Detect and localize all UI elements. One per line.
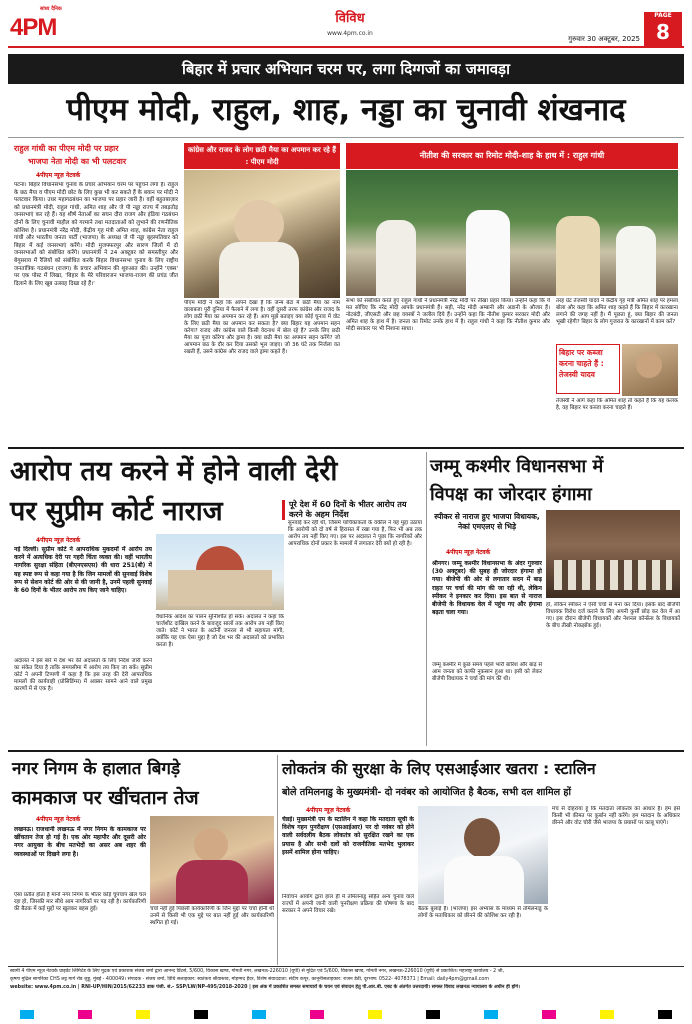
stalin-subhead: बोले तमिलनाडु के मुख्यमंत्री- दो नवंबर को आयोजित है बैठक, सभी दल शामिल हों: [282, 787, 572, 798]
sc-side-head: पूरे देश में 60 दिनों के भीतर आरोप तय करने के अहम निर्देश: [282, 500, 422, 520]
lead-kicker: बिहार में प्रचार अभियान चरम पर, लगा दिग्गजों का जमावड़ा: [8, 54, 684, 84]
sc-headline2: पर सुप्रीम कोर्ट नाराज: [10, 496, 223, 527]
photo1-caption: कांग्रेस और राजद के लोग छठी मैया का अपमान कर रहे हैं : पीएम मोदी: [184, 143, 340, 169]
lmc-headline1: नगर निगम के हालात बिगड़े: [12, 759, 181, 779]
page-label: PAGE: [654, 12, 672, 19]
photo2-caption: नीतीश की सरकार का रिमोट मोदी-शाह के हाथ में : राहुल गांधी: [346, 143, 678, 169]
stalin-intro: चेन्नई। मुख्यमंत्री एम के स्टालिन ने कहा कि मतदाता सूची के विशेष गहन पुनरीक्षण (एसआईआर) पर दो नवंबर को होने वाली सर्वदलीय बैठक लोकतंत्र को सुरक्षित रखने का एक प्रयास है और सभी दलों को राजनीतिक मतभेद भुलाकर इसमें शामिल होना चाहिए।: [282, 816, 414, 856]
sc-col3: सुनवाई कर रही थी, जिसमें याचिकाकर्ता के वकील ने यह मुद्दा उठाया कि आरोपी को दो वर्ष से हिरासत में रखा गया है, फिर भी अब तक आरोप तय नहीं किए गए। इस पर अदालत ने पूछा कि नागरिकों और आपराधिक दोनों प्रकार के मामलों में लगातार देरी क्यों हो रही है।: [288, 520, 422, 547]
photo1-text: पीएम मोदी ने कहा कि आपने देखा है कि जन्म बेटा में छठी मैया का नाम वालाबजा पूरी दुनिया में फैलाने में लगा है। वहीं दूसरी तरफ कांग्रेस और राजद के लोग छठी मैया का अपमान कर रहे हैं। आप मुझे बताइए क्या कोई चुनाव में वोट के लिए छठी मैया का अपमान कर सकता है? क्या बिहार यह अपमान सहन करेगा? राजद और कांग्रेस वाले किसी वेदनाथ में बोल रहे हैं? उनके लिए छठी मैया का पूजा कोरेगा और ड्रामा है। क्या छठी मैया का अपमान सहन करेंगे? जो आपमान छठ के दौर कर दिया उसको भूल जाइए। जो 36 घंटे तक निर्जला वत रखती हैं, उसने कांग्रेस और राजद वाले ड्रामा कहते हैं।: [184, 300, 340, 355]
date: गुरुवार 30 अक्टूबर, 2025: [568, 35, 640, 43]
masthead: [0, 0, 692, 50]
footer-line1: स्वामी 4 पीएम न्यूज़ नेटवर्क प्राइवेट लिमिटेड के लिए मुद्रक एवं प्रकाशक संजय शर्मा द्वारा आनन्द प्रिंटर्स, 5/600, विकास खण्ड, गोमती नगर, लखनऊ-226010 (यूपी) से मुद्रित एवं 5/600, विकास खण्ड, गोमती नगर, लखनऊ-226010 (यूपी) से प्रकाशित। महाराष्ट्र कार्यालय - 2 जी,: [10, 969, 505, 974]
sc-col2: वैधानिक आदेश का पालन सुनिश्चित हो सके। अदालत ने कहा कि चार्जशीट दाखिल करने के बावजूद सालों तक आरोप तय नहीं किए जाते। कोर्ट ने भारत के अटॉर्नी जनरल से भी सहायता मांगी, क्योंकि यह एक ऐसा मुद्दा है जो देश भर की अदालतों को प्रभावित करता है।: [156, 614, 284, 648]
jk-intro: श्रीनगर। जम्मू कश्मीर विधानसभा के अंदर गुरुवार (30 अक्टूबर) की सुबह ही जोरदार हंगामा हो गया। बीजेपी की ओर से लगातार सदन में बाढ़ राहत पर चर्चा की मांग की जा रही थी, लेकिन स्पीकर ने इनकार कर दिया। इस बात से नाराज बीजेपी के विधायक वेल में पहुंच गए और हंगामा बढ़ता चला गया।: [432, 560, 542, 617]
jk-body: जम्मू कश्मीर में कुछ समय पहले भारी बारिश और बाढ़ से आम जनता को काफी नुकसान हुआ था। इसी को लेकर बीजेपी विधायक ने चर्चा की मांग की थी।: [432, 662, 542, 682]
logo-text: 4PM: [10, 14, 57, 41]
assembly-photo: [546, 510, 680, 598]
photo2-text: सभा को संबोधित करते हुए राहुल गांधी ने प्रधानमंत्री नरेंद्र मोदी पर तीखा प्रहार किया। उन्होंने कहा कि ये मत सोचिए कि नरेंद्र मोदी आपके प्रधानमंत्री हैं। सही, नरेंद्र मोदी अम्बानी और अडानी के औजार हैं। नोटबंदी, जीएसटी और छह वयस्त्रों ने जलील दिये हैं। उन्होंने कहा कि नीतीश कुमार सरकार मोदी और अमित शाह के हाथ में है। जनता का रिमोट उनके हाथ में है। राहुल गांधी ने कहा कि नीतीश कुमार और मोदी सरकार पर भी निशाना साधा।: [346, 298, 550, 332]
jk-byline: 4पीएम न्यूज़ नेटवर्क: [446, 549, 491, 556]
stalin-body: निर्वाचन आयोग द्वारा हाल ही में तमिलनाडु सहित अन्य चुनाव वाले राज्यों में अपनी जानी वाली पुनरीक्षण प्रक्रिया की घोषणा के बाद सरकार ने अपने विचार रखे।: [282, 894, 414, 914]
lmc-col2: चर्चा नहीं हुई पिछली कार्यकारिणी के जिन मुद्दों पर चर्चा होनी थी उनमें से किसी भी एक मुद्दे पर बात नहीं हुई और कार्यकारिणी स्थगित हो गई।: [150, 906, 274, 926]
supreme-court-photo: [156, 534, 284, 610]
sc-intro: नई दिल्ली। सुप्रीम कोर्ट ने आपराधिक मुकदमों में आरोप तय करने में अत्यधिक देरी पर गहरी चिंता व्यक्त की। वहीं भारतीय नागरिक सुरक्षा संहिता (बीएनएसएस) की धारा 251(बी) में यह स्पष्ट रूप से कहा गया है कि जिन मामलों की सुनवाई विशेष रूप से सेशन कोर्ट की ओर से की जानी है, उनमें पहली सुनवाई के 60 दिनों के भीतर आरोप तय किए जाने चाहिए।: [14, 546, 152, 595]
lmc-body: ऐसा प्रतीत होता है मानो नगर निगम के भीतर कोई चुपचाप खेल चल रहा हो, जिसकी मार सीधे आम नागरिकों पर पड़ रही है। कार्यकारिणी की बैठक में कई मुद्दों पर खुलकर बहस हुई।: [14, 892, 146, 912]
lmc-byline: 4पीएम न्यूज़ नेटवर्क: [36, 816, 81, 823]
stalin-byline: 4पीएम न्यूज़ नेटवर्क: [306, 807, 351, 814]
lead-body: पटना। बिहार विधानसभा चुनाव के प्रचार अभियान चरम पर पहुंचने लगा है। राहुल के छठ मैया व पीएम मोदी छोट के लिए कुछ भी कर सकते हैं के बयान पर मोदी ने पलटवार किया। उधर महागठबंधन का भाजपा पर प्रहार जारी है। वहीं बहुतबाज़ार को प्रधानमंत्री मोदी, राहुल गांधी, अमित शाह और जे पी नड्डा राज्य में तबड़तोड़ जनसभाएं कर रहे हैं। यह शीर्ष नेताओं का सघन दौरा राजग और इंडिया गठबंधन दोनों के लिए चुनावी माहौल को गरमाने तथा मतदाताओं को लुभाने की रणनीतिक कोशिश है। प्रधानमंत्री नरेंद्र मोदी, केंद्रीय गृह मंत्री अमित शाह, कांग्रेस नेता राहुल गांधी और भारतीय जनता पार्टी (भाजपा) के अध्यक्ष जे पी नड्डा बृहस्पतिवार को बिहार में कई जनसभाएं करेंगे। मोदी मुजफ्फरपुर और सारण जिलों में दो जनसभाओं को संबोधित करेंगे। प्रधानमंत्री ने 24 अक्टूबर को समस्तीपुर और बेगूसराय में रैलियों को संबोधित करके बिहार विधानसभा चुनाव के लिए राष्ट्रीय जनतांत्रिक गठबंधन (राजग) के प्रचार अभियान की शुरुआत की। उन्होंने 'एक्स' पर एक पोस्ट में लिखा, 'बिहार के मेरे परिवारजन भाजपा-राजग की प्रचंड जीत दिलाने के लिए खूब उत्साह दिखा रहे हैं।': [14, 182, 178, 287]
website: www.4pm.co.in: [327, 30, 373, 37]
modi-photo: [184, 170, 340, 298]
tejashwi-photo: [622, 344, 678, 396]
section-title: विविध: [335, 11, 365, 26]
sc-byline: 4पीएम न्यूज़ नेटवर्क: [36, 537, 81, 544]
stalin-photo: [418, 806, 548, 904]
lead-sub1: राहुल गांधी का पीएम मोदी पर प्रहार: [14, 144, 119, 153]
tejashwi-text2: तेजस्वी ने आगे कहा कि अमित शाह तो कहते हैं कि यह कलंक है, वह बिहार पर कब्जा करना चाहते हैं।: [556, 398, 678, 411]
jk-sub: स्पीकर से नाराज हुए भाजपा विधायक, नेकां एमएलए से भिड़े: [434, 512, 540, 531]
jk-col2: हो, लेकिन स्पीकर ने ऐसी चर्चा से मना कर दिया। इसके बाद बीजेपी विधायक विरोध दर्ज कराने के लिए अपनी कुर्सी छोड़ कर वेल में आ गए। इस दौरान बीजेपी विधायकों और नेशनल कॉन्फ्रेंस के विधायकों के बीच तीखी नोकझोंक हुई।: [546, 602, 680, 629]
lmc-intro: लखनऊ। राजधानी लखनऊ में नगर निगम के कामकाज पर खींचतान तेज हो गई है। एक ओर महापौर और दूसरी ओर नगर आयुक्त के बीच मतभेदों का असर अब शहर की व्यवस्थाओं पर दिखने लगा है।: [14, 826, 146, 858]
tejashwi-text: तरह ग्रेट तेजस्वी यादव ने केंद्रीय गृह मंत्री अमित शाह पर हमला बोला और कहा कि अमित शाह कहते हैं कि बिहार में कारखाना लगाने की जगह नहीं है। मैं पूछता हूं, क्या बिहार की जनता भूखी रहेगी? बिहार के लोग गुजरात के कारखानों में काम करें?: [556, 298, 678, 325]
stalin-col2: बैठक बुलाई है। (भाजपा) इस अभ्यास के माध्यम से तमिलनाडु के लोगों के मताधिकार को छीनने की कोशिश कर रही है।: [418, 906, 548, 919]
page-number: 8: [656, 20, 670, 44]
rahul-photo: [346, 170, 678, 296]
page-box: [644, 12, 682, 46]
logo-tag: सांध्य दैनिक: [40, 6, 62, 12]
jk-headline2: विपक्ष का जोरदार हंगामा: [430, 484, 592, 505]
sc-headline1: आरोप तय करने में होने वाली देरी: [10, 456, 338, 487]
footer: [10, 968, 682, 1008]
lmc-headline2: कामकाज पर खींचतान तेज: [12, 787, 199, 809]
tejashwi-caption: बिहार पर कब्जा करना चाहते हैं : तेजस्वी यादव: [556, 344, 620, 394]
footer-line2: कृष्णा मुद्रिल सागरिका CHS लट्ट मार्ग रोड जुहू, मुंबई - 400049। संपादक - संजय शर्मा, विधि सलाहकार: स्वतंत्रता श्रीवास्तव, मोहम्मद हैदर, विशेष संवाददाता: संदीप कपूर, कानूनीसलाहकार: राजन डेठी, दूरभाष: 0522- 4078371 | Email: daily4pm@gmail.com: [10, 977, 490, 982]
footer-line3: website: www.4pm.co.in | RNI-UP/HIN/2015/62233 डाक पंजी. सं.- SSP/LW/NP-495/2018-2020 | इस अंक में प्रकाशित समस्त समाचारों के चयन एवं संपादन हेतु पी.आर.बी. एक्ट के अंतर्गत उत्तरदायी। समस्त विवाद लखनऊ न्यायालय के अधीन ही होंगे।: [10, 985, 520, 990]
stalin-headline: लोकतंत्र की सुरक्षा के लिए एसआईआर खतरा : स्टालिन: [282, 760, 596, 778]
color-registration-marks: [20, 1010, 672, 1019]
logo: [10, 6, 82, 41]
lead-sub2: भाजपा नेता मोदी का भी पलटवार: [28, 157, 127, 166]
sc-body: अदालत ने इस बारे में देश भर की अदालतों के लिए निर्देश जारी करने का संकेत दिया है ताकि समयसीमा में आरोप तय किए जा सकें। सुप्रीम कोर्ट ने अपनी टिप्पणी में कहा है कि इस तरह की देरी आपराधिक मामलों की कार्यवाही (प्रोसिडिंग्स) में अक्सर सामने आने वाले प्रमुख कारणों में से एक है।: [14, 658, 152, 692]
jk-headline1: जम्मू कश्मीर विधानसभा में: [430, 456, 604, 477]
stalin-col3: मंच से दोहराया हूं कि मतदाता लोकतंत्र का आधार है। हम इसे किसी भी कीमत पर कुर्बान नहीं करेंगे। हम मतदान के अधिकार छीनने और वोट चोरी जैसे भाजपा के प्रयासों पर काबू पाएंगे।: [552, 806, 680, 826]
lead-byline: 4पीएम न्यूज़ नेटवर्क: [36, 172, 81, 179]
lead-headline: पीएम मोदी, राहुल, शाह, नड्डा का चुनावी शंखनाद: [66, 92, 626, 128]
mayor-photo: [150, 816, 274, 904]
